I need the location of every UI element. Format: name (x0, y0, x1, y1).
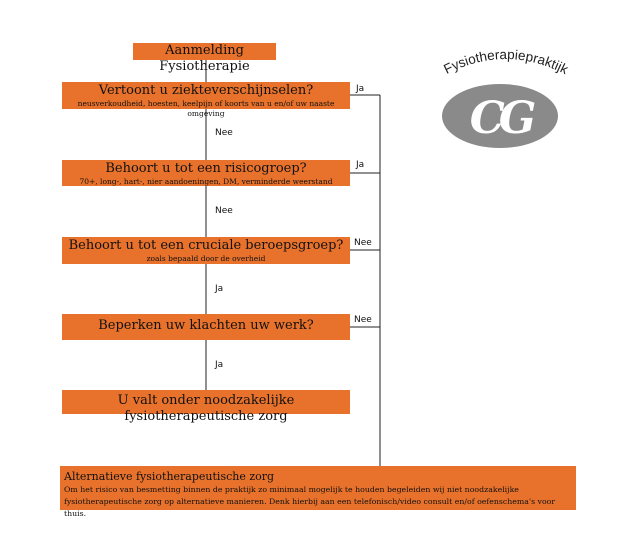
q2-side-label: Ja (356, 160, 365, 170)
alternative-care-line-2: fysiotherapeutische zorg op alternatieve manieren. Denk hierbij aan een telefonisch/video consult en/of oefenschema's voor thuis. (64, 497, 556, 518)
question-box-2 (62, 160, 350, 186)
q2-down-label: Nee (215, 206, 233, 216)
essential-care-box (62, 390, 350, 424)
alternative-care-box (60, 466, 576, 518)
logo-monogram: CG (469, 93, 531, 144)
q3-down-label: Ja (215, 284, 224, 294)
question-box-3 (62, 237, 350, 264)
question-3-subtitle: zoals bepaald door de overheid (146, 254, 266, 263)
question-4-title: Beperken uw klachten uw werk? (98, 318, 314, 333)
q4-side-label: Nee (354, 315, 372, 325)
question-box-1 (62, 82, 350, 118)
question-1-subtitle: neusverkoudheid, hoesten, keelpijn of koorts van u en/of uw naaste omgeving (77, 99, 335, 118)
alternative-care-title: Alternatieve fysiotherapeutische zorg (64, 470, 275, 483)
question-box-4 (62, 314, 350, 340)
question-2-subtitle: 70+, long-, hart-, nier aandoeningen, DM, verminderde weerstand (79, 177, 333, 186)
start-box (133, 43, 276, 74)
q3-side-label: Nee (354, 238, 372, 248)
question-3-title: Behoort u tot een cruciale beroepsgroep? (68, 238, 344, 253)
question-1-title: Vertoont u ziekteverschijnselen? (98, 83, 314, 98)
logo-text: Fysiotherapiepraktijk (441, 46, 571, 78)
start-label: Aanmelding Fysiotherapie (159, 43, 250, 74)
essential-care-label: U valt onder noodzakelijke fysiotherapeutische zorg (117, 393, 295, 424)
alternative-care-line-1: Om het risico van besmetting binnen de praktijk zo minimaal mogelijk te houden begeleiden wij niet noodzakelijke (64, 485, 519, 494)
q4-down-label: Ja (215, 360, 224, 370)
practice-logo (415, 40, 595, 160)
q1-down-label: Nee (215, 128, 233, 138)
q1-side-label: Ja (356, 84, 365, 94)
question-2-title: Behoort u tot een risicogroep? (105, 161, 307, 176)
